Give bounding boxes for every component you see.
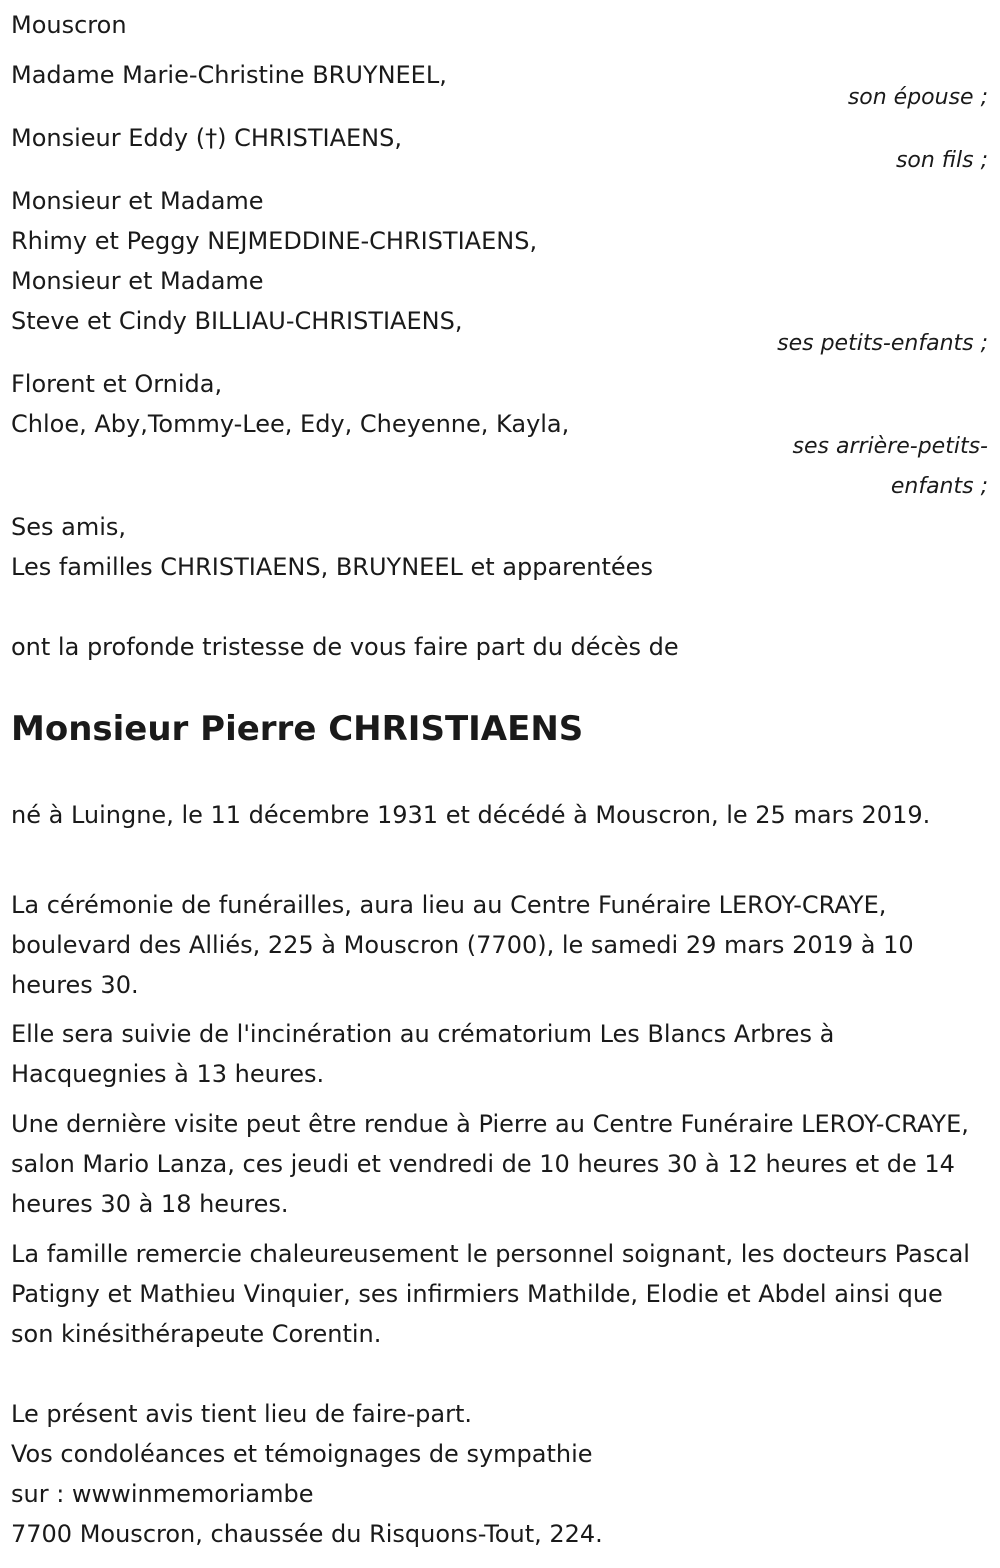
grandchildren-line: Steve et Cindy BILLIAU-CHRISTIAENS, bbox=[11, 307, 463, 335]
visit-paragraph: Une dernière visite peut être rendue à Pierre au Centre Funéraire LEROY-CRAYE, salon Mario Lanza, ces jeudi et vendredi de 10 heures 30 à 12 heures et de 14 heures 30 à 18 heures. bbox=[11, 1110, 969, 1218]
great-grandchildren-role-line1: ses arrière-petits- bbox=[792, 434, 988, 459]
footer-address: 7700 Mouscron, chaussée du Risquons-Tout, 224. bbox=[11, 1520, 603, 1548]
birth-death-paragraph: né à Luingne, le 11 décembre 1931 et décédé à Mouscron, le 25 mars 2019. bbox=[11, 801, 931, 829]
grandchildren-role: ses petits-enfants ; bbox=[777, 331, 988, 356]
grandchildren-line: Monsieur et Madame bbox=[11, 267, 264, 295]
grandchildren-line: Monsieur et Madame bbox=[11, 187, 264, 215]
others-line: Ses amis, bbox=[11, 513, 127, 541]
cremation-paragraph: Elle sera suivie de l'incinération au crématorium Les Blancs Arbres à Hacquegnies à 13 heures. bbox=[11, 1020, 835, 1088]
son-role: son fils ; bbox=[895, 148, 988, 173]
spouse-name: Madame Marie-Christine BRUYNEEL, bbox=[11, 61, 447, 89]
deceased-name: Monsieur Pierre CHRISTIAENS bbox=[11, 709, 584, 749]
great-grandchildren-role-line2: enfants ; bbox=[890, 474, 988, 499]
city-heading: Mouscron bbox=[11, 11, 127, 39]
thanks-paragraph: La famille remercie chaleureusement le personnel soignant, les docteurs Pascal Patigny et Mathieu Vinquier, ses infirmiers Mathilde, Elodie et Abdel ainsi que son kinésithérapeute Corentin. bbox=[11, 1240, 970, 1348]
great-grandchildren-line: Chloe, Aby,Tommy-Lee, Edy, Cheyenne, Kayla, bbox=[11, 410, 570, 438]
grandchildren-line: Rhimy et Peggy NEJMEDDINE-CHRISTIAENS, bbox=[11, 227, 538, 255]
ceremony-paragraph: La cérémonie de funérailles, aura lieu au Centre Funéraire LEROY-CRAYE, boulevard des Alliés, 225 à Mouscron (7700), le samedi 29 mars 2019 à 10 heures 30. bbox=[11, 891, 914, 999]
son-name: Monsieur Eddy (†) CHRISTIAENS, bbox=[11, 124, 402, 152]
great-grandchildren-line: Florent et Ornida, bbox=[11, 370, 223, 398]
others-line: Les familles CHRISTIAENS, BRUYNEEL et apparentées bbox=[11, 553, 653, 581]
announcement-text: ont la profonde tristesse de vous faire part du décès de bbox=[11, 633, 679, 661]
footer-website: sur : wwwinmemoriambe bbox=[11, 1480, 314, 1508]
footer-line: Vos condoléances et témoignages de sympathie bbox=[11, 1440, 593, 1468]
footer-line: Le présent avis tient lieu de faire-part. bbox=[11, 1400, 473, 1428]
spouse-role: son épouse ; bbox=[847, 85, 988, 110]
